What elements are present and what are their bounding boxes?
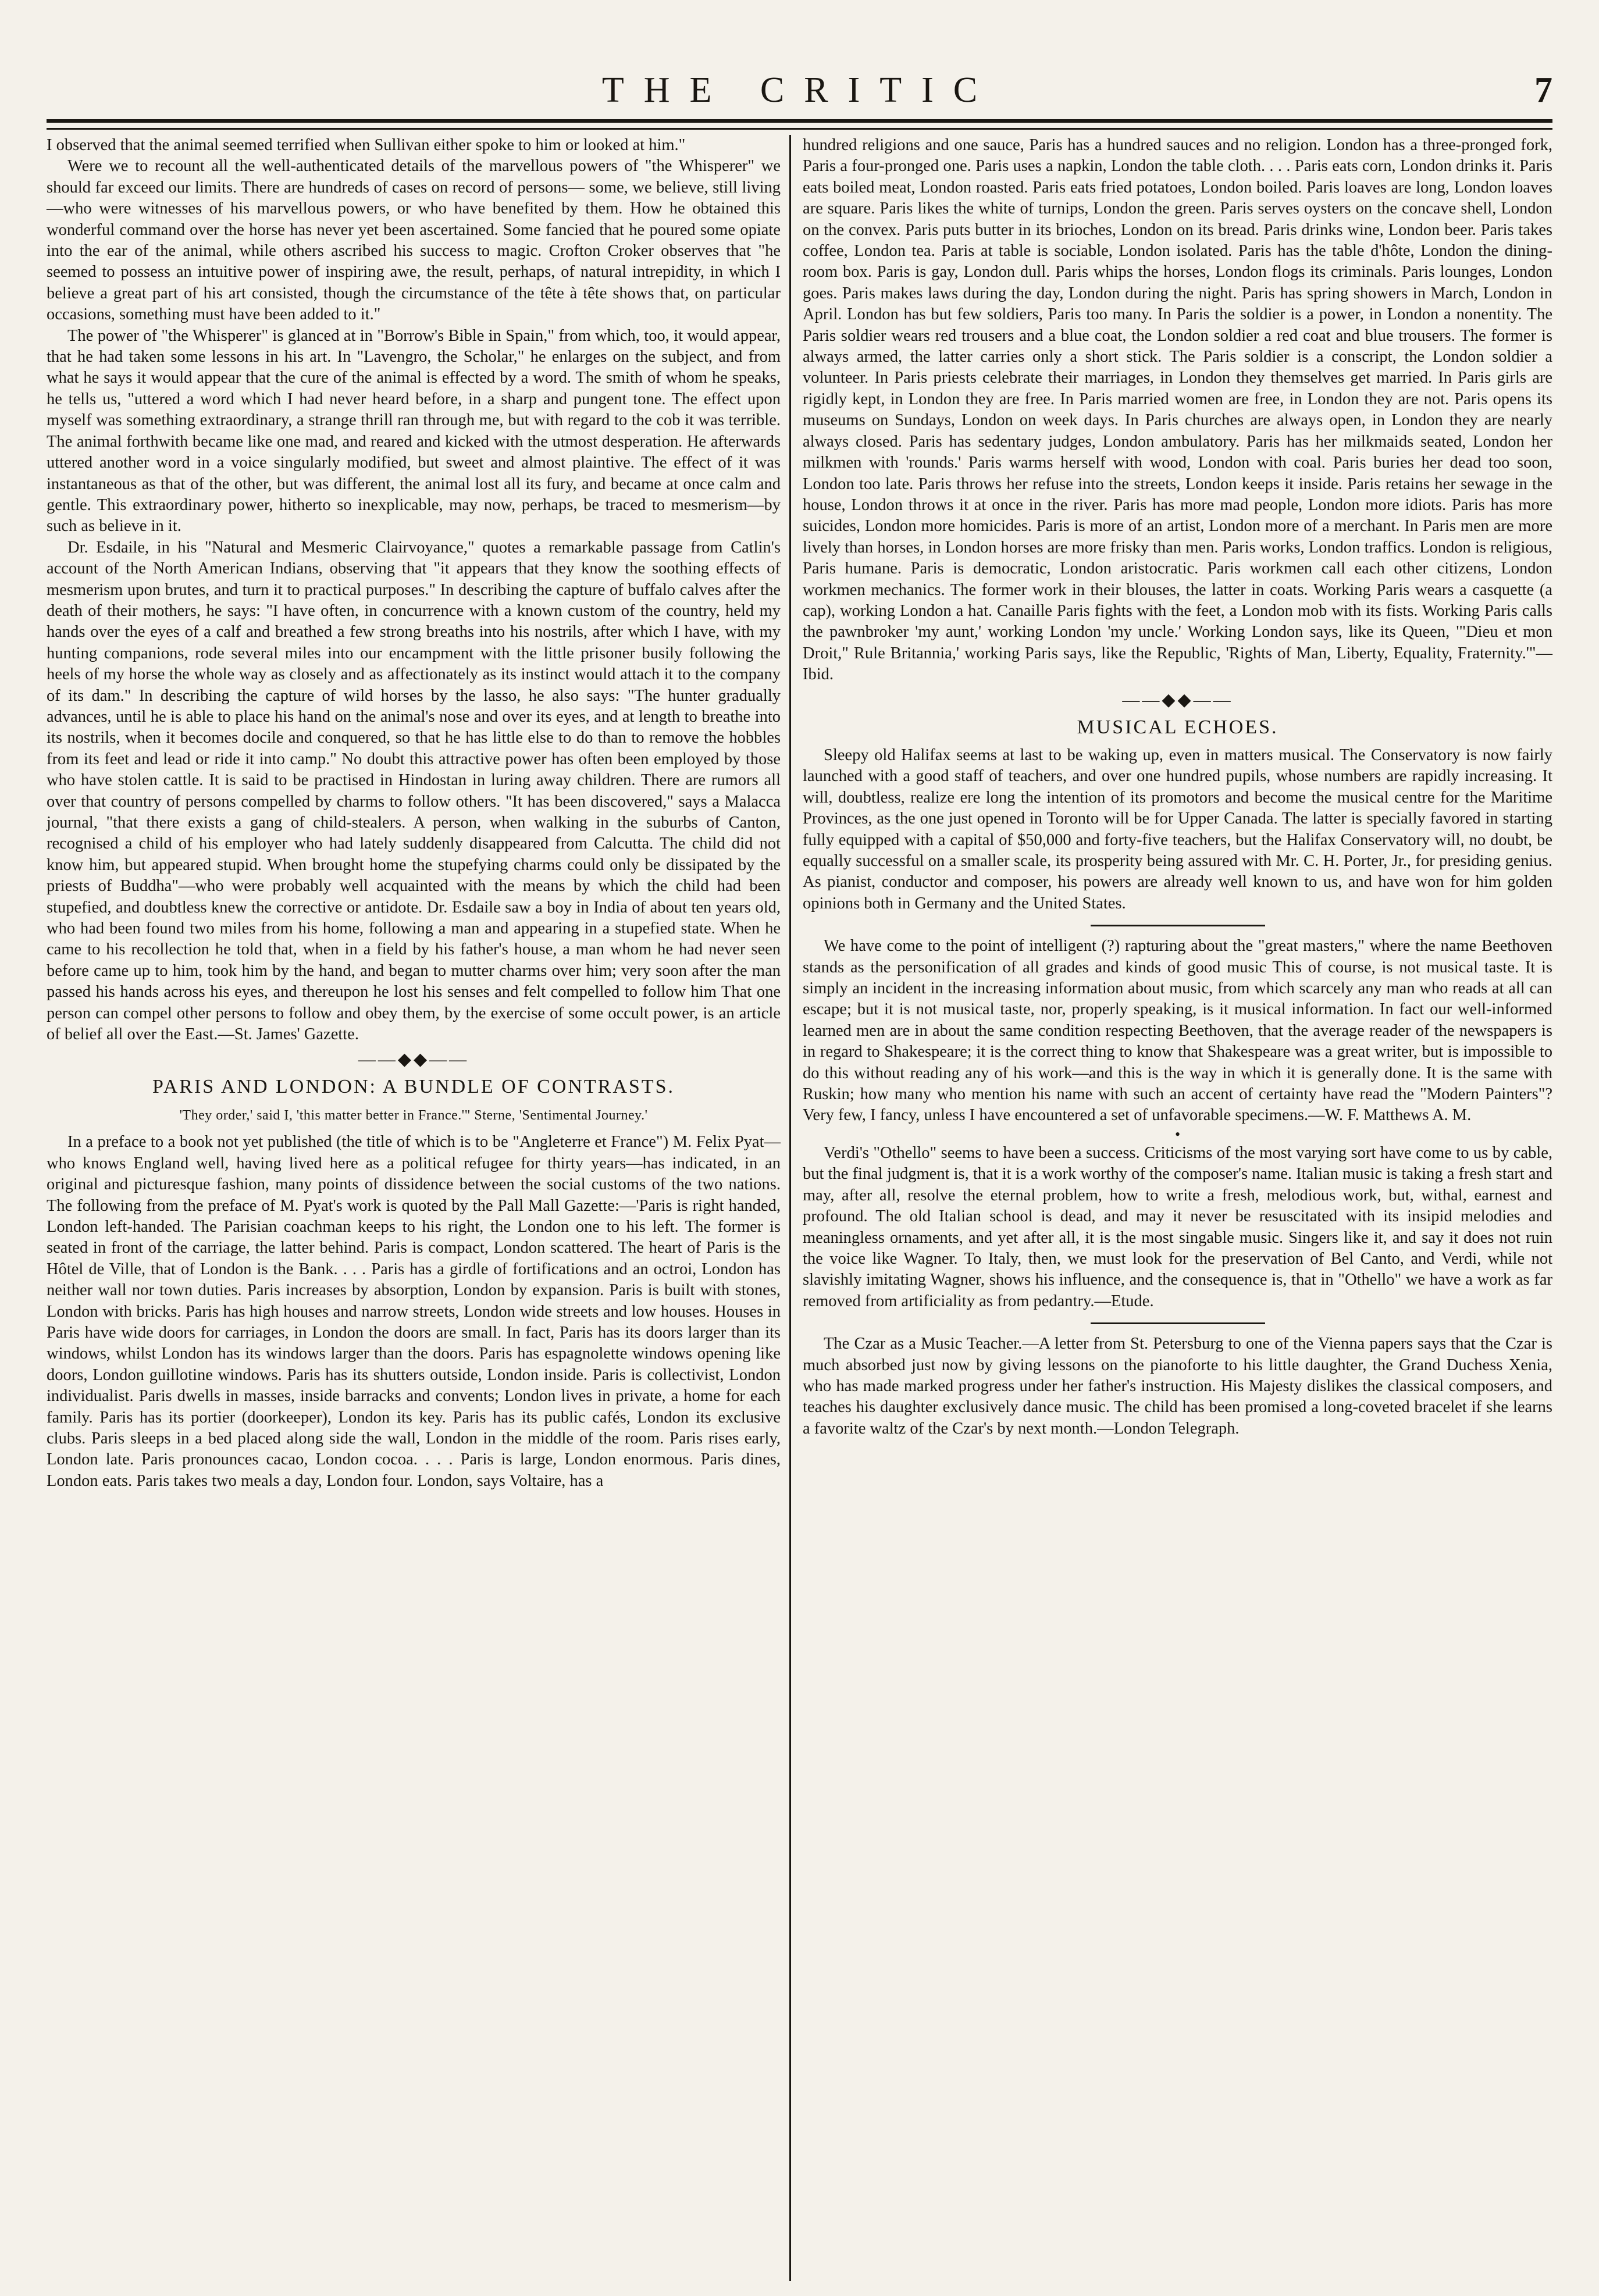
publication-title: THE CRITIC [601, 70, 998, 110]
article-paragraph: In a preface to a book not yet published (the title of which is to be "Angleterre et France") M. Felix Pyat—who knows England well, having lived here as a political refugee for thirty years—has indicated, in an original and picturesque fashion, many points of dissidence between the social customs of the two nations. The following from the preface of M. Pyat's work is quoted by the Pall Mall Gazette:—'Paris is right handed, London left-handed. The Parisian coachman keeps to his right, the London one to his left. The former is seated in front of the carriage, the latter behind. Paris is compact, London scattered. The heart of Paris is the Hôtel de Ville, that of London is the Bank. . . . Paris has a girdle of fortifications and an octroi, London has neither wall nor town duties. Paris increases by absorption, London by expansion. Paris is built with stones, London with bricks. Paris has high houses and narrow streets, London wide streets and low houses. Houses in Paris have wide doors for carriages, in London the doors are small. In fact, Paris has its doors larger than its windows, whilst London has its windows larger than the doors. Paris has espagnolette windows opening like doors, London guillotine windows. Paris has its shutters outside, London inside. Paris is collectivist, London individualist. Paris dwells in masses, inside barracks and convents; London lives in private, a home for each family. Paris has its portier (doorkeeper), London its key. Paris has its public cafés, London its exclusive clubs. Paris sleeps in a bed placed along side the wall, London in the middle of the room. Paris rises early, London late. Paris pronounces cacao, London cocoa. . . . Paris is large, London enormous. Paris dines, London eats. Paris takes two meals a day, London four. London, says Voltaire, has a [47, 1133, 781, 1490]
article-paragraph: Verdi's "Othello" seems to have been a success. Criticisms of the most varying sort have come to us by cable, but the final judgment is, that it is a work worthy of the composer's name. Italian music is taking a fresh start and may, after all, resolve the eternal problem, how to write a fresh, melodious work, but, withal, earnest and profound. The old Italian school is dead, and may it never be resuscitated with its insipid melodies and meaningless ornaments, and yet after all, it is the most singable music. Singers like it, and say it does not ruin the voice like Wagner. To Italy, then, we must look for the preservation of Bel Canto, and Verdi, while not slavishly imitating Wagner, shows his influence, and the consequence is, that in "Othello" we have a work as far removed from artificiality as from pedantry.—Etude. [803, 1143, 1552, 1310]
right-column [792, 135, 1552, 1439]
article-paragraph: hundred religions and one sauce, Paris has a hundred sauces and no religion. London has a three-pronged fork, Paris a four-pronged one. Paris uses a napkin, London the table cloth. . . . Paris eats corn, London drinks it. Paris eats boiled meat, London roasted. Paris eats fried potatoes, London boiled. Paris loaves are long, London loaves are square. Paris likes the white of turnips, London the green. Paris serves oysters on the concave shell, London on the convex. Paris puts butter in its brioches, London on its bread. Paris drinks wine, London beer. Paris takes coffee, London tea. Paris at table is sociable, London isolated. Paris has the table d'hôte, London the dining-room box. Paris is gay, London dull. Paris whips the horses, London flogs its criminals. Paris lounges, London goes. Paris makes laws during the day, London during the night. Paris has spring showers in March, London in April. London has but few soldiers, Paris too many. In Paris the soldier is a power, in London a nonentity. The Paris soldier wears red trousers and a blue coat, the London soldier a red coat and blue trousers. The former is always armed, the latter carries only a short stick. The Paris soldier is a conscript, the London soldier a volunteer. In Paris priests celebrate their marriages, in London they themselves get married. In Paris girls are rigidly kept, in London they are free. In Paris married women are free, in London they are not. Paris opens its museums on Sundays, London on week days. In Paris churches are always open, in London they are nearly always closed. Paris has sedentary judges, London ambulatory. Paris has her milkmaids seated, London her milkmen with 'rounds.' Paris warms herself with wood, London with coal. Paris buries her dead too soon, London too late. Paris throws her refuse into the streets, London keeps it inside. Paris retains her sewage in the house, London throws it at once in the river. Paris has more mad people, London more idiots. Paris has more suicides, London more homicides. Paris is more of an artist, London more of a merchant. In Paris men are more lively than horses, in London horses are more frisky than men. Paris works, London traffics. London is religious, Paris humane. Paris is democratic, London aristocratic. Paris workmen call each other citizens, London workmen mechanics. The former work in their blouses, the latter in coats. Working Paris wears a casquette (a cap), working London a hat. Canaille Paris fights with the feet, a London mob with its fists. Working Paris calls the pawnbroker 'my aunt,' working London 'my uncle.' Working London says, like its Queen, '"Dieu et mon Droit," Rule Britannia,' working Paris says, like the Republic, 'Rights of Man, Liberty, Equality, Fraternity.'"—Ibid. [803, 136, 1552, 684]
article-paragraph: Dr. Esdaile, in his "Natural and Mesmeric Clairvoyance," quotes a remarkable passage from Catlin's account of the North American Indians, observing that "it appears that they know the soothing effects of mesmerism upon brutes, and turn it to practical purposes." In describing the capture of buffalo calves after the death of their mothers, he says: "I have often, in concurrence with a known custom of the country, held my hands over the eyes of a calf and breathed a few strong breaths into his nostrils, after which I have, with my hunting companions, rode several miles into our encampment with the little prisoner busily following the heels of my horse the whole way as closely and as affectionately as its instinct would attach it to the company of its dam." In describing the capture of wild horses by the lasso, he also says: "The hunter gradually advances, until he is able to place his hand on the animal's nose and over its eyes, and at length to breathe into its nostrils, when it becomes docile and conquered, so that he has little else to do than to remove the hobbles from its feet and lead or ride it into camp." No doubt this attractive power has often been employed by those who have stolen cattle. It is said to be practised in Hindostan in luring away children. There are rumors all over that country of persons compelled by charms to follow others. "It has been discovered," says a Malacca journal, "that there exists a gang of child-stealers. A person, when walking in the suburbs of Canton, recognised a child of his employer who had lately suddenly disappeared from Calcutta. The child did not know him, but appeared stupid. When brought home the stupefying charms could only be dissipated by the priests of Buddha"—who were probably well acquainted with the means by which the child had been stupefied, and doubtless knew the corrective or antidote. Dr. Esdaile saw a boy in India of about ten years old, who had been found two miles from his home, following a man and appearing in a stupefied state. When he came to his recollection he told that, when in a field by his father's house, a man whom he had never seen before came up to him, took him by the hand, and began to mutter charms over him; very soon after the man passed his hands across his eyes, and thereupon he lost his senses and felt compelled to follow him That one person can compel other persons to follow and obey them, by the exercise of some occult power, is an article of belief all over the East.—St. James' Gazette. [47, 538, 781, 1044]
masthead-rule-thin [47, 128, 1552, 130]
article-paragraph: The power of "the Whisperer" is glanced at in "Borrow's Bible in Spain," from which, too, it would appear, that he had taken some lessons in his art. In "Lavengro, the Scholar," he enlarges on the subject, and from what he says it would appear that the cure of the animal is effected by a word. The smith of whom he speaks, he tells us, "uttered a word which I had never heard before, in a sharp and pungent tone. The effect upon myself was something extraordinary, a strange thrill ran through me, but with regard to the cob it was terrible. The animal forthwith became like one mad, and reared and kicked with the utmost desperation. He afterwards uttered another word in a voice singularly modified, but sweet and almost plaintive. The effect of it was instantaneous as that of the other, but was different, the animal lost all its fury, and became at once calm and gentle. This extraordinary power, hitherto so inexplicable, may now, perhaps, be traced to mesmerism—by such as believe in it. [47, 326, 781, 536]
separator-rule [1091, 925, 1265, 926]
article-paragraph: Were we to recount all the well-authenticated details of the marvellous powers of "the Whisperer" we should far exceed our limits. There are hundreds of cases on record of persons— some, we believe, still living—who were witnesses of his marvellous powers, or who have benefited by them. How he obtained this wonderful command over the horse has never yet been ascertained. Some fancied that he poured some opiate into the ear of the animal, while others ascribed his success to magic. Crofton Croker observes that "he seemed to possess an intuitive power of inspiring awe, the result, perhaps, of natural intrepidity, in which I believe a great part of his art consisted, though the circumstance of the tête à tête shows that, on particular occasions, something must have been added to it." [47, 157, 781, 324]
section-ornament: ——◆◆—— [1122, 690, 1233, 710]
article-paragraph: The Czar as a Music Teacher.—A letter from St. Petersburg to one of the Vienna papers says that the Czar is much absorbed just now by giving lessons on the pianoforte to his little daughter, the Grand Duchess Xenia, who has made marked progress under her father's instruction. His Majesty dislikes the classical composers, and teaches his daughter exclusively dance music. The child has been promised a long-coveted bracelet if she learns a favorite waltz of the Czar's by next month.—London Telegraph. [803, 1335, 1552, 1438]
page-number: 7 [1534, 70, 1552, 110]
section-heading-paris-london: PARIS AND LONDON: A BUNDLE OF CONTRASTS. [152, 1076, 675, 1098]
epigraph: 'They order,' said I, 'this matter better in France.'" Sterne, 'Sentimental Journey.' [179, 1107, 648, 1123]
separator-rule [1091, 1322, 1265, 1324]
article-paragraph: Sleepy old Halifax seems at last to be waking up, even in matters musical. The Conservatory is now fairly launched with a good staff of teachers, and over one hundred pupils, whose numbers are rapidly increasing. It will, doubtless, realize ere long the intention of its promotors and become the musical centre for the Maritime Provinces, as the one just opened in Toronto will be for Upper Canada. The latter is specially favored in starting fully equipped with a capital of $50,000 and forty-five teachers, but the Halifax Conservatory will, no doubt, be equally successful on a smaller scale, its prosperity being assured with Mr. C. H. Porter, Jr., for presiding genius. As pianist, conductor and composer, his powers are already well known to us, and have won for him golden opinions both in Germany and the United States. [803, 746, 1552, 912]
column-divider [789, 135, 791, 2281]
left-column [47, 135, 781, 1492]
separator-dot: • [1174, 1125, 1181, 1143]
article-paragraph: I observed that the animal seemed terrified when Sullivan either spoke to him or looked at him." [47, 136, 686, 154]
section-ornament: ——◆◆—— [358, 1050, 469, 1069]
masthead-rule-thick [47, 119, 1552, 123]
article-paragraph: We have come to the point of intelligent (?) rapturing about the "great masters," where the name Beethoven stands as the personification of all grades and kinds of good music This of course, is not musical taste. It is simply an incident in the increasing information about music, from which scarcely any man who reads at all can escape; but it is not musical taste, nor, properly speaking, is it musical information. In fact our well-informed learned men are in about the same condition respecting Beethoven, that the average reader of the newspapers is in regard to Shakespeare; it is the correct thing to know that Shakespeare was a great writer, but is impossible to do this without reading any of his work—and this is the way in which it is generally done. It is the same with Ruskin; how many who mention his name with such an accent of certainty have read the "Modern Painters"? Very few, I fancy, unless I have encountered a set of unfavorable specimens.—W. F. Matthews A. M. [803, 937, 1552, 1125]
section-heading-musical-echoes: MUSICAL ECHOES. [1077, 716, 1279, 738]
masthead [47, 70, 1552, 122]
